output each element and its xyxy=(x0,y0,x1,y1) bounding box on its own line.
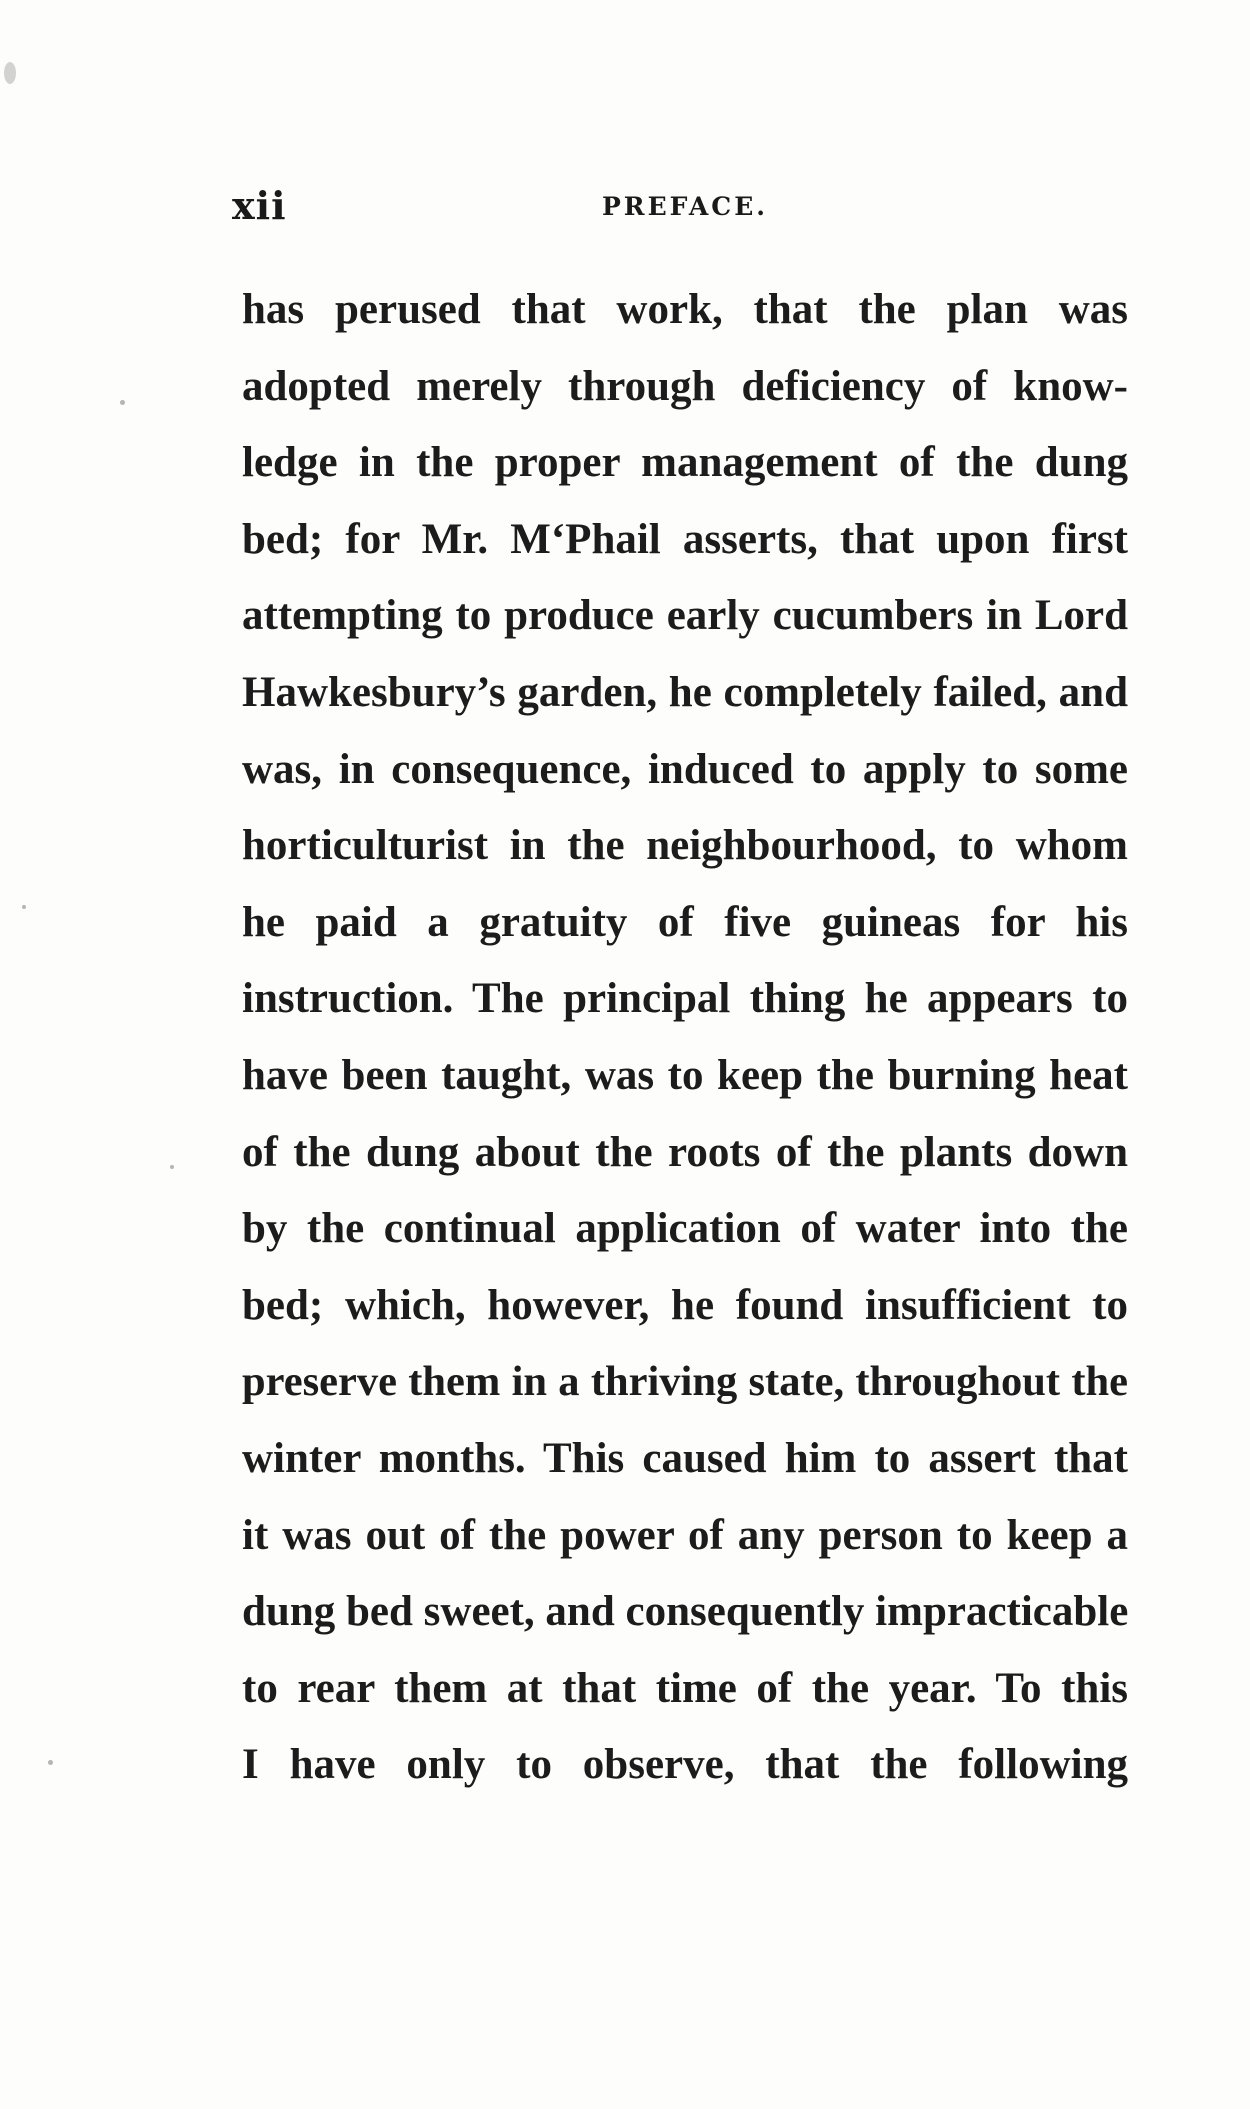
text-line: he paid a gratuity of five guineas for his xyxy=(242,898,1128,946)
text-line: was, in consequence, induced to apply to some xyxy=(242,745,1128,793)
text-line: instruction. The principal thing he appears to xyxy=(242,975,1128,1023)
text-line: have been taught, was to keep the burning heat xyxy=(242,1051,1128,1099)
text-line: ledge in the proper management of the dung xyxy=(242,439,1128,487)
text-line: horticulturist in the neighbourhood, to whom xyxy=(242,822,1128,870)
text-line: winter months. This caused him to assert that xyxy=(242,1434,1128,1482)
paper-speck xyxy=(48,1760,53,1765)
text-line: to rear them at that time of the year. To this xyxy=(242,1664,1128,1712)
page-number: xii xyxy=(232,183,287,228)
text-line: I have only to observe, that the following xyxy=(242,1741,1128,1789)
text-line: Hawkesbury’s garden, he completely failed, and xyxy=(242,668,1128,716)
running-title: PREFACE. xyxy=(602,192,768,221)
page-header xyxy=(232,183,1132,233)
body-text xyxy=(242,272,1128,1804)
paper-speck xyxy=(170,1165,174,1169)
text-line: bed; for Mr. M‘Phail asserts, that upon first xyxy=(242,515,1128,563)
text-line: dung bed sweet, and consequently impracticable xyxy=(242,1588,1129,1636)
text-line: preserve them in a thriving state, throughout the xyxy=(242,1358,1128,1406)
text-line: by the continual application of water into the xyxy=(242,1205,1128,1253)
paper-speck xyxy=(120,400,125,405)
text-line: of the dung about the roots of the plants down xyxy=(242,1128,1128,1176)
text-line: attempting to produce early cucumbers in Lord xyxy=(242,592,1128,640)
text-line: has perused that work, that the plan was xyxy=(242,286,1128,333)
text-line: bed; which, however, he found insufficient to xyxy=(242,1281,1128,1329)
text-line: adopted merely through deficiency of know- xyxy=(242,362,1128,410)
paper-speck xyxy=(22,905,26,909)
text-line: it was out of the power of any person to keep a xyxy=(242,1511,1128,1559)
paper-speck xyxy=(4,62,16,84)
